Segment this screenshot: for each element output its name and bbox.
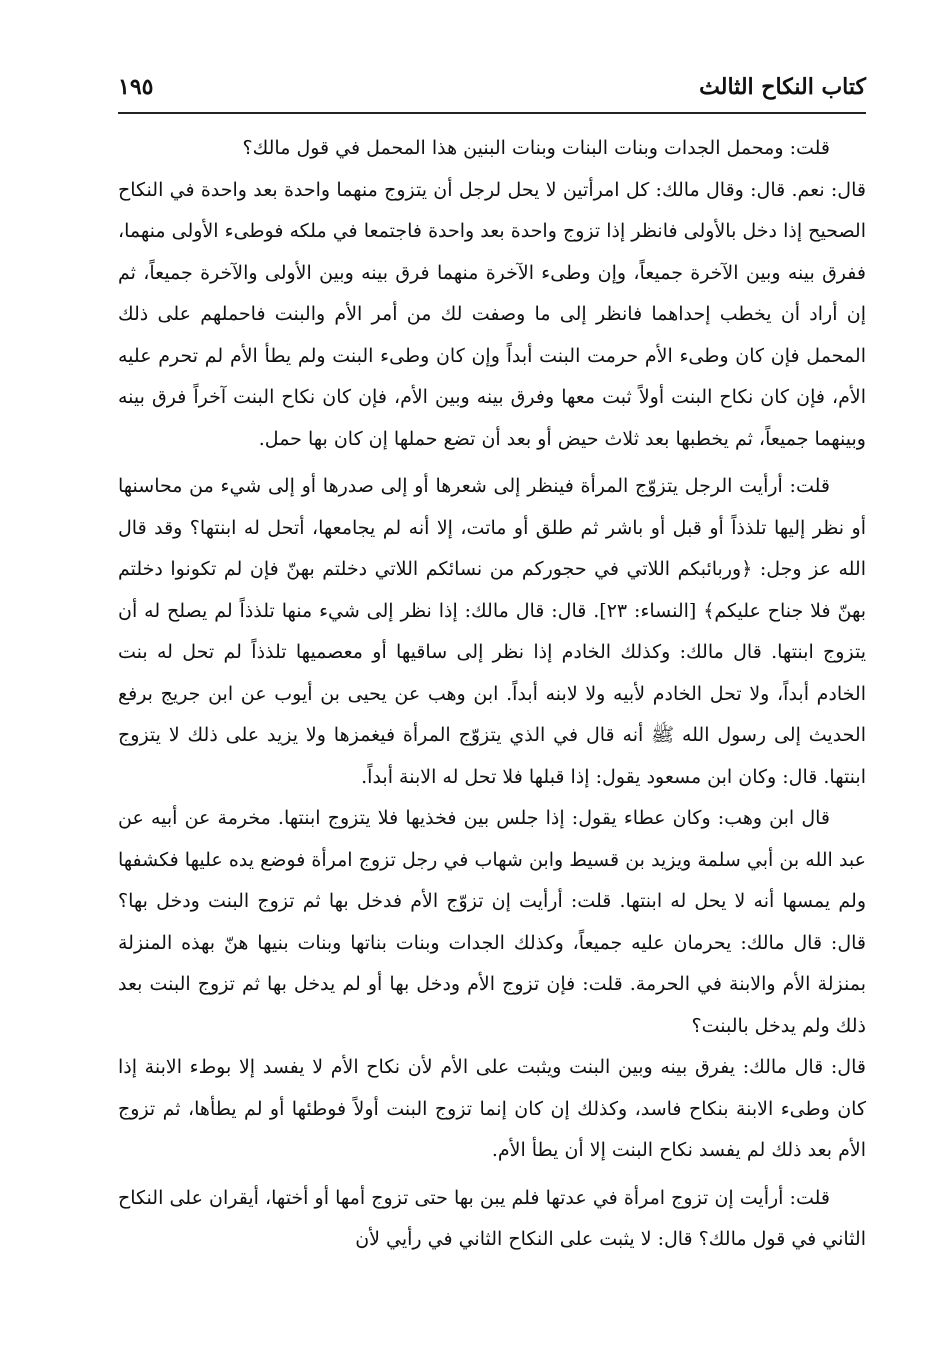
header-rule xyxy=(118,112,866,114)
running-title: كتاب النكاح الثالث xyxy=(699,74,866,100)
paragraph: قلت: أرأيت إن تزوج امرأة في عدتها فلم يبن بها حتى تزوج أمها أو أختها، أيقران على النكاح الثاني في قول مالك؟ قال: لا يثبت على النكاح الثاني في رأيي لأن xyxy=(118,1186,866,1250)
running-header xyxy=(118,70,866,110)
paragraph: قلت: ومحمل الجدات وبنات البنات وبنات البنين هذا المحمل في قول مالك؟ xyxy=(242,137,830,159)
paragraph: قال ابن وهب: وكان عطاء يقول: إذا جلس بين فخذيها فلا يتزوج ابنتها. مخرمة عن أبيه عن عبد الله بن أبي سلمة ويزيد بن قسيط وابن شهاب في رجل تزوج امرأة فوضع يده عليها فكشفها ولم يمسها أنه لا يحل له ابنتها. قلت: أرأيت إن تزوّج الأم فدخل بها ثم تزوج البنت ودخل بها؟ قال: قال مالك: يحرمان عليه جميعاً، وكذلك الجدات وبنات بناتها وبنات بنيها هنّ بهذه المنزلة بمنزلة الأم والابنة في الحرمة. قلت: فإن تزوج الأم ودخل بها أو لم يدخل بها ثم تزوج البنت بعد ذلك ولم يدخل بالبنت؟ xyxy=(118,807,866,1037)
body-text xyxy=(118,128,866,1261)
paragraph: قال: قال مالك: يفرق بينه وبين البنت ويثبت على الأم لأن نكاح الأم لا يفسد إلا بوطء الابنة إذا كان وطىء الابنة بنكاح فاسد، وكذلك إن كان إنما تزوج البنت أولاً فوطئها أو لم يطأها، ثم تزوج الأم بعد ذلك لم يفسد نكاح البنت إلا أن يطأ الأم. xyxy=(118,1056,866,1161)
paragraph: قلت: أرأيت الرجل يتزوّج المرأة فينظر إلى شعرها أو إلى صدرها أو إلى شيء من محاسنها أو نظر إليها تلذذاً أو قبل أو باشر ثم طلق أو ماتت، إلا أنه لم يجامعها، أتحل له ابنتها؟ وقد قال الله عز وجل: ﴿وربائبكم اللاتي في حجوركم من نسائكم اللاتي دخلتم بهنّ فإن لم تكونوا دخلتم بهنّ فلا جناح عليكم﴾ [النساء: ٢٣]. قال: قال مالك: إذا نظر إلى شيء منها تلذذاً لم يصلح له أن يتزوج ابنتها. قال مالك: وكذلك الخادم إذا نظر إلى ساقيها أو معصميها تلذذاً لم تحل له بنت الخادم أبداً، ولا تحل الخادم لأبيه ولا لابنه أبداً. ابن وهب عن يحيى بن أيوب عن ابن جريج برفع الحديث إلى رسول الله ﷺ أنه قال في الذي يتزوّج المرأة فيغمزها ولا يزيد على ذلك لا يتزوج ابنتها. قال: وكان ابن مسعود يقول: إذا قبلها فلا تحل له الابنة أبداً. xyxy=(118,475,867,788)
paragraph: قال: نعم. قال: وقال مالك: كل امرأتين لا يحل لرجل أن يتزوج منهما واحدة بعد واحدة في النكاح الصحيح إذا دخل بالأولى فانظر إذا تزوج واحدة بعد واحدة فاجتمعا في ملكه فوطىء الأولى منهما، ففرق بينه وبين الآخرة جميعاً، وإن وطىء الآخرة منهما فرق بينه وبين الأولى والآخرة جميعاً، ثم إن أراد أن يخطب إحداهما فانظر إلى ما وصفت لك من أمر الأم والبنت فاحملهم على ذلك المحمل فإن كان وطىء الأم حرمت البنت أبداً وإن كان وطىء البنت ولم يطأ الأم لم تحرم عليه الأم، فإن كان نكاح البنت أولاً ثبت معها وفرق بينه وبين الأم، فإن كان نكاح البنت آخراً فرق بينه وبينهما جميعاً، ثم يخطبها بعد ثلاث حيض أو بعد أن تضع حملها إن كان بها حمل. xyxy=(118,178,866,450)
page-number: ١٩٥ xyxy=(118,74,154,100)
